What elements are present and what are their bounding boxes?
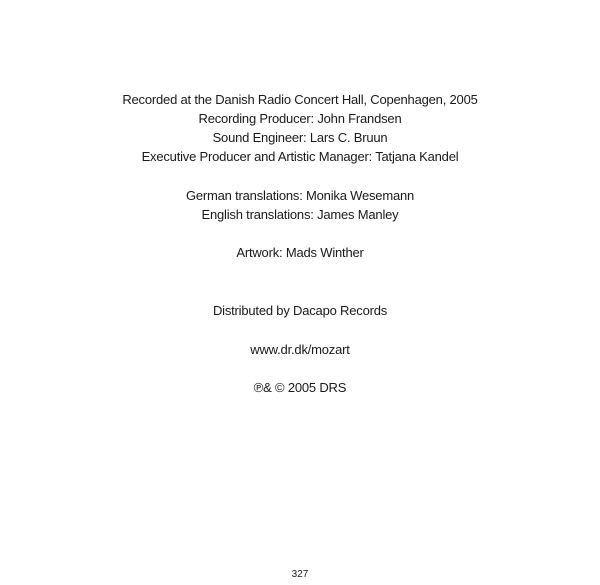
- executive-producer-line: Executive Producer and Artistic Manager: Tatjana Kandel: [141, 149, 459, 164]
- distribution-line: Distributed by Dacapo Records: [212, 303, 388, 318]
- sound-engineer-line: Sound Engineer: Lars C. Bruun: [212, 130, 388, 145]
- german-translations-line: German translations: Monika Wesemann: [185, 188, 415, 203]
- recording-location-line: Recorded at the Danish Radio Concert Hall, Copenhagen, 2005: [122, 92, 478, 107]
- english-translations-line: English translations: James Manley: [201, 207, 399, 222]
- artwork-line: Artwork: Mads Winther: [236, 245, 364, 260]
- recording-producer-line: Recording Producer: John Frandsen: [198, 111, 402, 126]
- website-link[interactable]: www.dr.dk/mozart: [250, 342, 350, 357]
- page-number: 327: [291, 569, 309, 580]
- copyright-line: ℗& © 2005 DRS: [253, 380, 347, 395]
